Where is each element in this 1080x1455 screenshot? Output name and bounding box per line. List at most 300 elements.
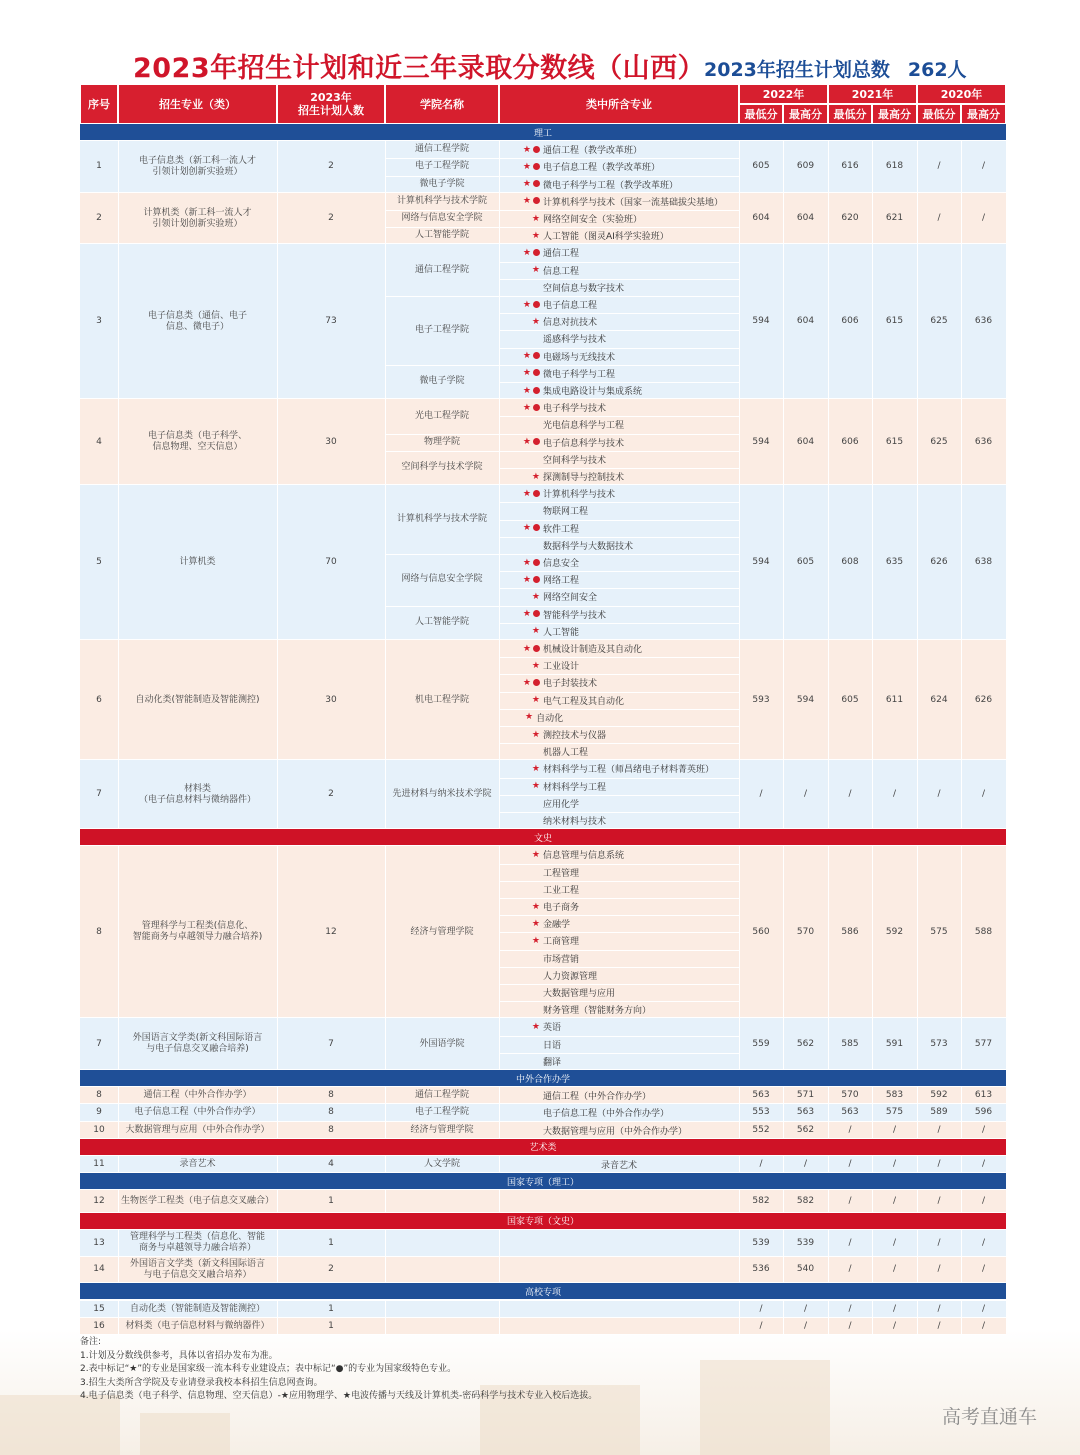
note-line: 2.表中标记“★”的专业是国家级一流本科专业建设点；表中标记“●”的专业为国家级特色专业。 — [80, 1364, 457, 1374]
college-divider — [385, 606, 499, 607]
sub-major-mark — [499, 351, 543, 361]
score-cell: 605 — [841, 694, 859, 705]
dot-icon — [533, 180, 540, 187]
row-no: 1 — [96, 161, 102, 172]
sub-major-label: 数据科学与大数据技术 — [543, 541, 634, 552]
college-divider — [385, 210, 499, 211]
sub-major-label: 微电子科学与工程 — [543, 369, 616, 380]
sub-major-mark — [499, 368, 543, 378]
college-divider — [385, 554, 499, 555]
row-no: 7 — [96, 1038, 102, 1049]
sub-major-mark — [499, 1022, 543, 1032]
plan-count: 30 — [325, 694, 337, 705]
plan-count: 4 — [328, 1159, 334, 1170]
score-cell: 540 — [796, 1264, 815, 1275]
score-cell: 589 — [930, 1107, 948, 1118]
sub-major-label: 机械设计制造及其自动化 — [543, 645, 643, 655]
plan-count: 8 — [328, 1090, 334, 1101]
score-cell: 563 — [796, 1107, 815, 1118]
column-divider — [499, 1190, 500, 1212]
star-icon: ★ — [531, 1021, 540, 1032]
sub-major-label: 机器人工程 — [543, 748, 589, 759]
sub-divider — [499, 210, 739, 211]
sub-divider — [499, 864, 739, 865]
sub-major — [499, 176, 739, 193]
major-name: 录音艺术 — [179, 1159, 216, 1170]
sub-major-mark — [499, 764, 543, 774]
sub-major-mark — [499, 523, 543, 533]
score-cell: 625 — [930, 316, 948, 327]
score-cell: / — [981, 1320, 986, 1331]
college-name: 机电工程学院 — [414, 694, 469, 705]
sub-major — [499, 846, 739, 863]
score-cell: / — [937, 1320, 941, 1331]
score-cell: 553 — [752, 1107, 770, 1118]
college-name: 光电工程学院 — [414, 410, 469, 421]
college-name: 通信工程学院 — [414, 144, 469, 155]
sub-major-mark — [499, 214, 543, 224]
row-no: 6 — [96, 694, 102, 705]
row-no: 7 — [96, 789, 102, 800]
score-cell: 620 — [841, 213, 859, 224]
sub-major — [499, 348, 739, 365]
sub-major-label: 集成电路设计与集成系统 — [543, 387, 643, 397]
star-icon: ★ — [531, 213, 540, 224]
sub-major-label: 材料科学与工程（师昌绪电子材料菁英班） — [543, 765, 715, 776]
score-cell: / — [803, 1303, 808, 1314]
score-cell: / — [937, 1303, 941, 1314]
sub-major — [499, 709, 739, 726]
row-no: 2 — [96, 213, 102, 224]
row-no: 15 — [93, 1303, 105, 1314]
sub-major-label: 工商管理 — [543, 937, 580, 948]
sub-major-mark — [499, 575, 543, 585]
dot-icon — [533, 369, 540, 376]
sub-major-label: 计算机科学与技术（国家一流基础拔尖基地） — [543, 197, 724, 208]
sub-major-mark — [499, 936, 543, 946]
sub-divider — [499, 726, 739, 727]
header-2020: 2020年 — [917, 84, 1006, 104]
score-cell: 539 — [796, 1237, 815, 1248]
sub-major-mark — [499, 730, 543, 740]
star-icon: ★ — [531, 230, 540, 241]
sub-major-label: 电子封装技术 — [543, 679, 598, 690]
sub-divider — [499, 743, 739, 744]
sub-major — [499, 743, 739, 760]
sub-major — [499, 434, 739, 451]
score-cell: 608 — [841, 557, 859, 568]
score-cell: / — [937, 1124, 941, 1135]
college-name: 通信工程学院 — [414, 1090, 469, 1101]
sub-major-mark — [499, 644, 543, 654]
sub-divider — [499, 313, 739, 314]
dot-icon — [533, 387, 540, 394]
sub-major — [499, 313, 739, 330]
score-cell: 604 — [796, 213, 815, 224]
header-max: 最高分 — [961, 104, 1006, 124]
header-no: 序号 — [80, 84, 118, 124]
header-2022: 2022年 — [739, 84, 828, 104]
star-icon: ★ — [531, 471, 540, 482]
sub-major — [499, 554, 739, 571]
row-no: 9 — [96, 1107, 102, 1118]
dot-icon — [533, 645, 540, 652]
sub-major-label: 信息对抗技术 — [543, 318, 598, 329]
score-cell: 586 — [841, 926, 859, 937]
sub-major-label: 信息工程 — [543, 266, 580, 277]
sub-major — [499, 537, 739, 554]
score-cell: 609 — [796, 161, 815, 172]
college-name: 网络与信息安全学院 — [401, 213, 483, 224]
college-name: 计算机科学与技术学院 — [396, 514, 487, 525]
sub-divider — [499, 692, 739, 693]
sub-major-mark — [499, 712, 536, 722]
score-cell: / — [892, 1196, 897, 1207]
sub-major — [499, 932, 739, 949]
note-line: 备注: — [80, 1337, 102, 1347]
score-cell: 621 — [885, 213, 904, 224]
score-cell: / — [892, 1320, 897, 1331]
star-icon: ★ — [522, 557, 531, 568]
star-icon: ★ — [531, 316, 540, 327]
sub-major-label: 遥感科学与技术 — [543, 335, 607, 346]
column-divider — [385, 1301, 386, 1318]
sub-major-mark — [499, 919, 543, 929]
header-max: 最高分 — [783, 104, 828, 124]
row-no: 4 — [96, 436, 102, 447]
sub-major — [499, 640, 739, 657]
sub-major-mark — [499, 850, 543, 860]
college-divider — [385, 296, 499, 297]
sub-divider — [499, 365, 739, 366]
sub-major-mark — [499, 265, 543, 275]
dot-icon — [533, 490, 540, 497]
score-cell: 604 — [752, 213, 770, 224]
star-icon: ★ — [531, 918, 540, 929]
sub-major-label: 空间科学与技术 — [543, 455, 607, 466]
sub-major — [499, 915, 739, 932]
score-cell: / — [981, 789, 986, 800]
header-sub: 类中所含专业 — [499, 84, 739, 124]
plan-count: 2 — [328, 1264, 334, 1275]
sub-major-mark — [499, 902, 543, 912]
sub-major-label: 电子信息工程（教学改革班） — [543, 163, 661, 174]
sub-major — [499, 262, 739, 279]
sub-major — [499, 778, 739, 795]
score-cell: / — [981, 213, 986, 224]
score-cell: / — [981, 161, 986, 172]
header-min: 最低分 — [828, 104, 872, 124]
sub-major-mark — [499, 196, 543, 206]
score-cell: / — [937, 1264, 941, 1275]
sub-major-label: 大数据管理与应用（中外合作办学） — [543, 1126, 688, 1137]
sub-major — [499, 606, 739, 623]
row-no: 14 — [93, 1264, 105, 1275]
sub-major-label: 空间信息与数字技术 — [543, 283, 625, 294]
row-no: 12 — [93, 1196, 105, 1207]
sub-major-mark — [499, 661, 543, 671]
sub-major-mark — [499, 179, 543, 189]
sub-major-label: 信息管理与信息系统 — [543, 851, 625, 862]
star-icon: ★ — [522, 351, 531, 362]
column-divider — [499, 1230, 500, 1257]
sub-major-mark — [499, 472, 543, 482]
star-icon: ★ — [522, 196, 531, 207]
score-cell: 539 — [752, 1237, 770, 1248]
sub-major — [499, 210, 739, 227]
sub-major — [499, 502, 739, 519]
sub-major — [499, 193, 739, 210]
sub-divider — [499, 950, 739, 951]
sub-major-label: 测控技术与仪器 — [543, 731, 607, 741]
star-icon: ★ — [531, 901, 540, 912]
section-header: 艺术类 — [80, 1139, 1006, 1155]
score-cell: / — [848, 1264, 852, 1275]
major-name: 外国语言文学类（新文科国际语言 与电子信息交叉融合培养） — [129, 1258, 265, 1280]
sub-major-label: 电磁场与无线技术 — [543, 352, 616, 363]
sub-divider — [499, 915, 739, 916]
plan-count: 1 — [328, 1237, 334, 1248]
score-cell: / — [937, 1159, 941, 1170]
sub-major-centered — [499, 1156, 739, 1173]
sub-divider — [499, 1036, 739, 1037]
sub-major-label: 人工智能 — [543, 627, 580, 638]
score-cell: 594 — [752, 557, 770, 568]
sub-major — [499, 141, 739, 158]
sub-major-label: 英语 — [543, 1023, 562, 1034]
note-line: 4.电子信息类（电子科学、信息物理、空天信息）-★应用物理学、★电波传播与天线及计算机类-密码科学与技术专业入校后选拔。 — [80, 1391, 598, 1401]
sub-major — [499, 227, 739, 244]
sub-major — [499, 588, 739, 605]
dot-icon — [533, 524, 540, 531]
header-plan: 2023年 招生计划人数 — [277, 84, 385, 124]
sub-major-mark — [499, 300, 543, 310]
row-no: 16 — [93, 1320, 105, 1331]
score-cell: 588 — [974, 926, 993, 937]
score-cell: 594 — [752, 436, 770, 447]
score-cell: / — [892, 1124, 897, 1135]
sub-major-label: 财务管理（智能财务方向） — [543, 1006, 652, 1017]
plan-total-label: 2023年招生计划总数 — [704, 59, 890, 81]
score-cell: 591 — [885, 1038, 904, 1049]
score-cell: / — [848, 1237, 852, 1248]
score-cell: / — [892, 1237, 897, 1248]
sub-major — [499, 1122, 739, 1139]
score-cell: 624 — [930, 694, 948, 705]
score-cell: / — [848, 1196, 852, 1207]
major-name: 计算机类 — [179, 557, 216, 568]
major-name: 大数据管理与应用（中外合作办学） — [125, 1124, 270, 1135]
sub-major-label: 通信工程（教学改革班） — [543, 146, 643, 157]
sub-major-label: 电子商务 — [543, 903, 580, 913]
sub-major — [499, 1001, 739, 1018]
sub-divider — [499, 416, 739, 417]
sub-major-label: 通信工程（中外合作办学） — [543, 1092, 652, 1103]
score-cell: 611 — [885, 694, 904, 705]
sub-major — [499, 950, 739, 967]
sub-divider — [499, 382, 739, 383]
star-icon: ★ — [522, 144, 531, 155]
sub-divider — [499, 1053, 739, 1054]
row-divider — [80, 1334, 1006, 1335]
sub-major — [499, 1104, 739, 1121]
score-cell: / — [848, 1124, 852, 1135]
score-cell: 626 — [974, 694, 993, 705]
sub-divider — [499, 606, 739, 607]
college-name: 经济与管理学院 — [410, 926, 474, 937]
score-cell: / — [892, 1303, 897, 1314]
sub-major-label: 计算机科学与技术 — [543, 490, 616, 501]
sub-major-label: 网络空间安全（实验班） — [543, 215, 643, 225]
star-icon: ★ — [522, 368, 531, 379]
sub-major — [499, 330, 739, 347]
dot-icon — [533, 404, 540, 411]
sub-major-label: 软件工程 — [543, 524, 580, 535]
sub-major-label: 电气工程及其自动化 — [543, 696, 625, 707]
score-cell: / — [892, 789, 897, 800]
column-divider — [499, 1301, 500, 1318]
section-header: 高校专项 — [80, 1283, 1006, 1299]
score-cell: 605 — [752, 161, 770, 172]
score-cell: 573 — [930, 1038, 948, 1049]
sub-major-label: 大数据管理与应用 — [543, 989, 616, 999]
sub-major — [499, 674, 739, 691]
star-icon: ★ — [522, 385, 531, 396]
sub-major-label: 电子信息工程（中外合作办学） — [543, 1109, 670, 1120]
plan-count: 2 — [328, 161, 334, 172]
plan-count: 2 — [328, 213, 334, 224]
sub-divider — [499, 330, 739, 331]
sub-major-label: 人力资源管理 — [543, 971, 598, 982]
score-cell: 563 — [752, 1090, 770, 1101]
major-name: 电子信息类（电子科学、 信息物理、空天信息） — [147, 431, 247, 453]
sub-major — [499, 451, 739, 468]
college-name: 通信工程学院 — [414, 264, 469, 275]
dot-icon — [533, 610, 540, 617]
sub-major — [499, 1087, 739, 1104]
dot-icon — [533, 559, 540, 566]
sub-major-label: 微电子科学与工程（教学改革班） — [543, 180, 679, 191]
column-divider — [499, 1257, 500, 1284]
sub-major-label: 信息安全 — [543, 559, 580, 569]
sub-divider — [499, 262, 739, 263]
score-cell: 563 — [841, 1107, 859, 1118]
score-cell: / — [981, 1303, 986, 1314]
sub-major — [499, 279, 739, 296]
star-icon: ★ — [531, 935, 540, 946]
sub-divider — [499, 588, 739, 589]
dot-icon — [533, 163, 540, 170]
sub-major — [499, 864, 739, 881]
college-name: 电子工程学院 — [414, 1107, 469, 1118]
section-header: 中外合作办学 — [80, 1070, 1006, 1086]
plan-count: 1 — [328, 1320, 334, 1331]
star-icon: ★ — [522, 299, 531, 310]
sub-major — [499, 365, 739, 382]
plan-count: 8 — [328, 1124, 334, 1135]
row-no: 13 — [93, 1237, 105, 1248]
sub-major-mark — [499, 678, 543, 688]
star-icon: ★ — [522, 574, 531, 585]
college-name: 先进材料与纳米技术学院 — [392, 789, 492, 800]
sub-major-label: 工业工程 — [543, 885, 580, 896]
score-cell: / — [803, 789, 808, 800]
score-cell: 583 — [885, 1090, 904, 1101]
score-cell: 615 — [885, 316, 904, 327]
sub-major-mark — [499, 558, 543, 568]
sub-major-mark — [499, 781, 543, 791]
sub-major-label: 录音艺术 — [600, 1161, 637, 1171]
column-divider — [385, 1318, 386, 1335]
sub-major-mark — [499, 386, 543, 396]
star-icon: ★ — [522, 643, 531, 654]
college-name: 外国语学院 — [419, 1038, 465, 1049]
college-name: 物理学院 — [423, 436, 460, 447]
sub-divider — [499, 778, 739, 779]
score-cell: 575 — [930, 926, 948, 937]
dot-icon — [533, 576, 540, 583]
score-cell: 636 — [974, 436, 993, 447]
score-cell: / — [937, 161, 941, 172]
score-cell: / — [892, 1159, 897, 1170]
score-cell: / — [848, 1303, 852, 1314]
sub-major — [499, 520, 739, 537]
score-cell: / — [937, 213, 941, 224]
plan-count: 8 — [328, 1107, 334, 1118]
score-cell: / — [937, 1237, 941, 1248]
sub-major-label: 金融学 — [543, 920, 571, 931]
star-icon: ★ — [522, 488, 531, 499]
sub-divider — [499, 657, 739, 658]
sub-major-mark — [499, 626, 543, 636]
college-divider — [385, 176, 499, 177]
sub-major-label: 日语 — [543, 1040, 562, 1051]
sub-major-label: 工程管理 — [543, 868, 580, 879]
score-cell: / — [981, 1237, 986, 1248]
sub-major-mark — [499, 437, 543, 447]
major-name: 生物医学工程类（电子信息交叉融合） — [121, 1196, 275, 1207]
score-cell: 613 — [974, 1090, 993, 1101]
sub-major — [499, 657, 739, 674]
column-divider — [499, 1318, 500, 1335]
college-name: 经济与管理学院 — [410, 1124, 474, 1135]
score-cell: 604 — [796, 436, 815, 447]
sub-divider — [499, 451, 739, 452]
score-cell: / — [892, 1264, 897, 1275]
score-cell: / — [981, 1159, 986, 1170]
score-cell: 575 — [885, 1107, 904, 1118]
star-icon: ★ — [522, 677, 531, 688]
sub-major-label: 翻译 — [543, 1057, 562, 1068]
college-name: 网络与信息安全学院 — [401, 574, 483, 585]
row-no: 10 — [93, 1124, 105, 1135]
building-silhouette — [140, 1413, 230, 1455]
plan-total — [704, 55, 967, 82]
plan-count: 73 — [325, 316, 337, 327]
sub-divider — [499, 227, 739, 228]
score-cell: 625 — [930, 436, 948, 447]
star-icon: ★ — [522, 437, 531, 448]
star-icon: ★ — [522, 523, 531, 534]
score-cell: 605 — [796, 557, 815, 568]
sub-divider — [499, 571, 739, 572]
score-cell: 604 — [796, 316, 815, 327]
row-no: 8 — [96, 926, 102, 937]
column-divider — [385, 1230, 386, 1257]
score-cell: 536 — [752, 1264, 770, 1275]
sub-major-label: 网络工程 — [543, 576, 580, 587]
row-no: 5 — [96, 557, 102, 568]
